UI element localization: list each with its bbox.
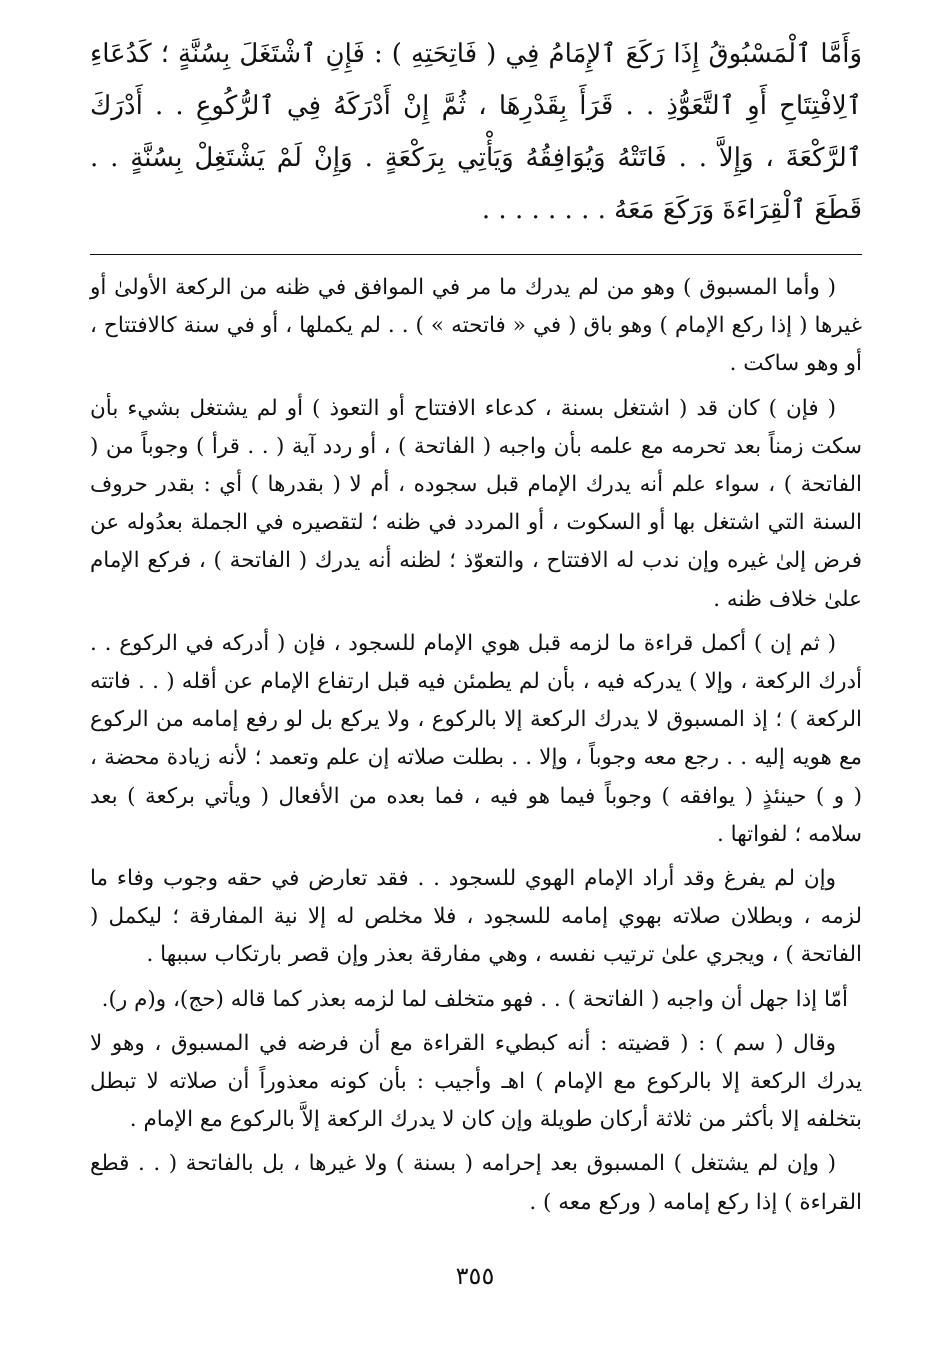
commentary-paragraph-1: ( وأما المسبوق ) وهو من لم يدرك ما مر في الموافق في ظنه من الركعة الأولىٰ أو غيرها ( إذا ركع الإمام ) وهو باق ( في « فاتحته » ) . . لم يكملها ، أو في سنة كالافتتاح ، أو وهو ساكت . — [90, 275, 862, 377]
commentary-paragraph-2: ( فإن ) كان قد ( اشتغل بسنة ، كدعاء الافتتاح أو التعوذ ) أو لم يشتغل بشيء بأن سكت زمناً بعد تحرمه مع علمه بأن واجبه ( الفاتحة ) ، أو ردد آية ( . . قرأ ) وجوباً من ( الفاتحة ) ، سواء علم أنه يدرك الإمام قبل سجوده ، أم لا ( بقدرها ) أي : بقدر حروف السنة التي اشتغل بها أو السكوت ، أو المردد في ظنه ؛ لتقصيره في الجملة بعدُوله عن فرض إلىٰ غيره وإن ندب له الافتتاح ، والتعوّذ ؛ لظنه أنه يدرك ( الفاتحة ) ، فركع الإمام علىٰ خلاف ظنه . — [90, 395, 862, 612]
page-number: ٣٥٥ — [455, 1262, 495, 1290]
matn-text: وَأَمَّا ٱلْمَسْبُوقُ إِذَا رَكَعَ ٱلإِمَامُ فِي ( فَاتِحَتِهِ ) : فَإِنِ ٱشْتَغَلَ بِسُنَّةٍ ؛ كَدُعَاءِ ٱلِافْتِتَاحِ أَوِ ٱلتَّعَوُّذِ . . قَرَأَ بِقَدْرِهَا ، ثُمَّ إِنْ أَدْرَكَهُ فِي ٱلرُّكُوعِ . . أَدْرَكَ ٱلرَّكْعَةَ ، وَإِلاَّ . . فَاتَتْهُ وَيُوَافِقُهُ وَيَأْتِي بِرَكْعَةٍ . وَإِنْ لَمْ يَشْتَغِلْ بِسُنَّةٍ . . قَطَعَ ٱلْقِرَاءَةَ وَرَكَعَ مَعَهُ . . . . . . . . — [90, 39, 862, 225]
commentary-paragraph-5: أمّا إذا جهل أن واجبه ( الفاتحة ) . . فهو متخلف لما لزمه بعذر كما قاله (حج)، و(م ر). — [101, 986, 848, 1012]
separator-rule — [90, 254, 862, 255]
commentary-paragraph-3: ( ثم إن ) أكمل قراءة ما لزمه قبل هوي الإمام للسجود ، فإن ( أدركه في الركوع . . أدرك الركعة ، وإلا ) يدركه فيه ، بأن لم يطمئن فيه قبل ارتفاع الإمام عن أقله ( . . فاتته الركعة ) ؛ إذ المسبوق لا يدرك الركعة إلا بالركوع ، ولا يركع بل لو رفع إمامه من الركوع مع هويه إليه . . رجع معه وجوباً ، وإلا . . بطلت صلاته إن علم وتعمد ؛ لأنه زيادة محضة ، ( و ) حينئذٍ ( يوافقه ) وجوباً فيما هو فيه ، فما بعده من الأفعال ( ويأتي بركعة ) بعد سلامه ؛ لفواتها . — [90, 630, 862, 847]
commentary-paragraph-6: وقال ( سم ) : ( قضيته : أنه كبطيء القراءة مع أن فرضه في المسبوق ، وهو لا يدرك الركعة إلا بالركوع مع الإمام ) اهـ وأجيب : بأن كونه معذوراً أن صلاته لا تبطل بتخلفه إلا بأكثر من ثلاثة أركان طويلة وإن كان لا يدرك الركعة إلاَّ بالركوع مع الإمام . — [90, 1030, 862, 1133]
commentary-paragraph-4: وإن لم يفرغ وقد أراد الإمام الهوي للسجود . . فقد تعارض في حقه وجوب وفاء ما لزمه ، وبطلان صلاته بهوي إمامه للسجود ، فلا مخلص له إلا نية المفارقة ؛ ليكمل ( الفاتحة ) ، ويجري علىٰ ترتيب نفسه ، وهي مفارقة بعذر وإن قصر بارتكاب سببها . — [90, 866, 862, 968]
book-page — [90, 28, 862, 1228]
commentary — [90, 269, 862, 1222]
commentary-paragraph-7: ( وإن لم يشتغل ) المسبوق بعد إحرامه ( بسنة ) ولا غيرها ، بل بالفاتحة ( . . قطع القراءة ) إذا ركع إمامه ( وركع معه ) . — [90, 1151, 862, 1215]
